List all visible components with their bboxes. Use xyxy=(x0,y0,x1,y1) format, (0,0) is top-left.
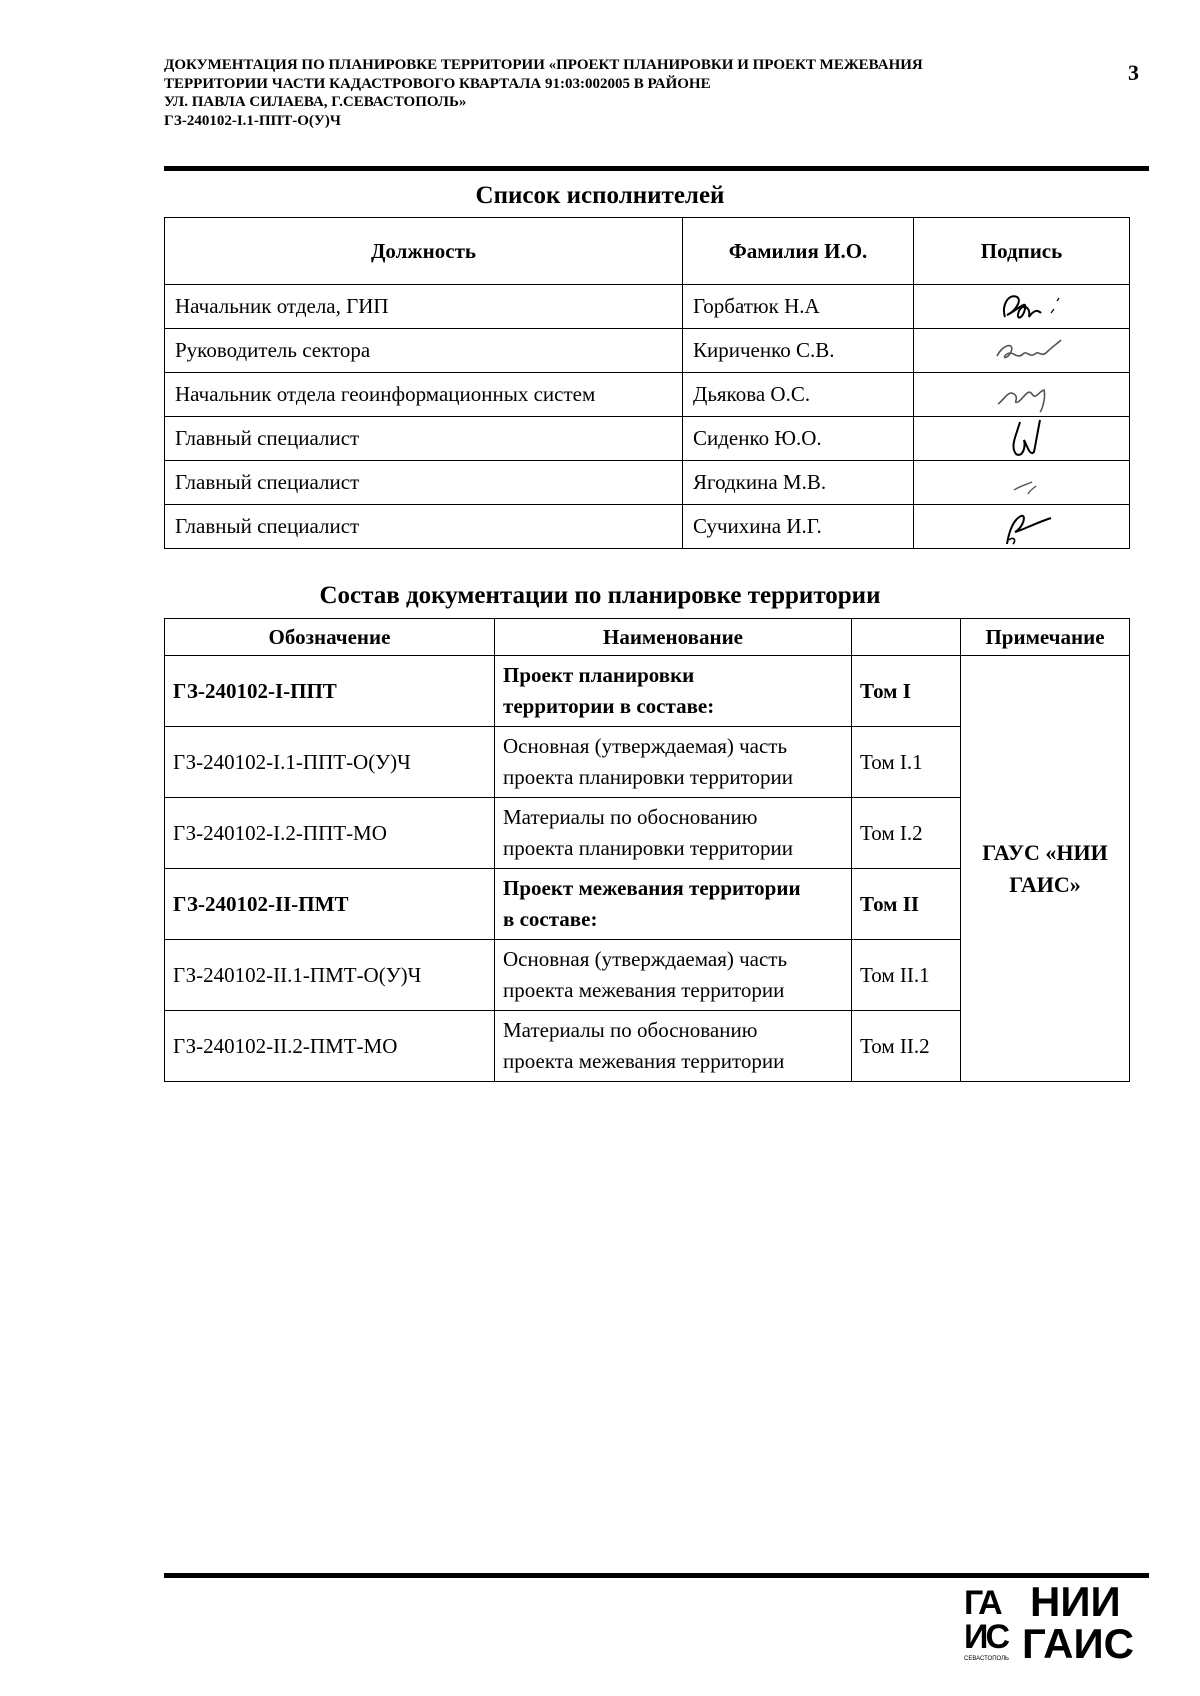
logo-caption: СЕВАСТОПОЛЬ xyxy=(964,1656,1009,1662)
column-header-signature: Подпись xyxy=(914,218,1130,285)
name-cell: Сучихина И.Г. xyxy=(683,505,914,549)
title-line: проекта межевания территории xyxy=(503,978,785,1002)
title-cell xyxy=(495,656,852,727)
signature-cell xyxy=(914,329,1130,373)
position-cell: Руководитель сектора xyxy=(165,329,683,373)
volume-cell: Том II.2 xyxy=(852,1011,961,1082)
header-rule xyxy=(164,166,1149,171)
signature-image xyxy=(967,287,1077,327)
designation-cell: ГЗ-240102-II-ПМТ xyxy=(165,869,495,940)
signature-image xyxy=(962,376,1082,414)
volume-cell: Том II xyxy=(852,869,961,940)
title-line: Основная (утверждаемая) часть xyxy=(503,734,788,758)
signature-image xyxy=(957,332,1087,370)
executors-table xyxy=(164,217,1130,549)
logo-mark-top: ГА xyxy=(964,1584,1000,1622)
volume-cell: Том II.1 xyxy=(852,940,961,1011)
volume-cell: Том I xyxy=(852,656,961,727)
title-cell xyxy=(495,869,852,940)
header-line-3: УЛ. ПАВЛА СИЛАЕВА, Г.СЕВАСТОПОЛЬ» xyxy=(164,94,467,110)
title-line: Проект межевания территории xyxy=(503,876,801,900)
logo-text-bottom: ГАИС xyxy=(1022,1620,1135,1662)
title-line: Проект планировки xyxy=(503,663,695,687)
designation-cell: ГЗ-240102-II.1-ПМТ-О(У)Ч xyxy=(165,940,495,1011)
logo-text-top: НИИ xyxy=(1030,1580,1121,1625)
title-line: в составе: xyxy=(503,907,598,931)
signature-cell xyxy=(914,417,1130,461)
note-cell xyxy=(961,656,1130,1082)
name-cell: Ягодкина М.В. xyxy=(683,461,914,505)
title-line: проекта планировки территории xyxy=(503,765,793,789)
designation-cell: ГЗ-240102-I.1-ППТ-О(У)Ч xyxy=(165,727,495,798)
header-line-2: ТЕРРИТОРИИ ЧАСТИ КАДАСТРОВОГО КВАРТАЛА 91:03:002005 В РАЙОНЕ xyxy=(164,75,711,92)
signature-image xyxy=(972,464,1072,502)
signature-image xyxy=(972,418,1072,460)
title-cell xyxy=(495,1011,852,1082)
column-header-volume xyxy=(852,619,961,656)
nii-gais-logo xyxy=(960,1580,1150,1662)
title-line: Основная (утверждаемая) часть xyxy=(503,947,788,971)
note-line: ГАУС «НИИ xyxy=(982,839,1108,865)
composition-title: Состав документации по планировке территории xyxy=(319,582,881,609)
volume-cell: Том I.2 xyxy=(852,798,961,869)
position-cell: Главный специалист xyxy=(165,417,683,461)
title-cell xyxy=(495,798,852,869)
column-header-title: Наименование xyxy=(495,619,852,656)
signature-cell xyxy=(914,505,1130,549)
title-cell xyxy=(495,727,852,798)
position-cell: Главный специалист xyxy=(165,461,683,505)
designation-cell: ГЗ-240102-I-ППТ xyxy=(165,656,495,727)
table-row xyxy=(165,373,1130,417)
composition-header-row xyxy=(165,619,1130,656)
name-cell: Дьякова О.С. xyxy=(683,373,914,417)
logo-mark-bottom: ИС xyxy=(964,1618,1007,1656)
column-header-designation: Обозначение xyxy=(165,619,495,656)
title-cell xyxy=(495,940,852,1011)
column-header-note: Примечание xyxy=(961,619,1130,656)
designation-cell: ГЗ-240102-II.2-ПМТ-МО xyxy=(165,1011,495,1082)
name-cell: Сиденко Ю.О. xyxy=(683,417,914,461)
title-line: территории в составе: xyxy=(503,694,715,718)
designation-cell: ГЗ-240102-I.2-ППТ-МО xyxy=(165,798,495,869)
executors-header-row xyxy=(165,218,1130,285)
position-cell: Главный специалист xyxy=(165,505,683,549)
header-line-1: ДОКУМЕНТАЦИЯ ПО ПЛАНИРОВКЕ ТЕРРИТОРИИ «ПРОЕКТ ПЛАНИРОВКИ И ПРОЕКТ МЕЖЕВАНИЯ xyxy=(164,57,923,73)
signature-cell xyxy=(914,461,1130,505)
note-line: ГАИС» xyxy=(1009,871,1081,897)
title-line: Материалы по обоснованию xyxy=(503,805,758,829)
name-cell: Кириченко С.В. xyxy=(683,329,914,373)
signature-image xyxy=(967,506,1077,548)
table-row xyxy=(165,417,1130,461)
title-line: проекта межевания территории xyxy=(503,1049,785,1073)
title-line: Материалы по обоснованию xyxy=(503,1018,758,1042)
column-header-name: Фамилия И.О. xyxy=(683,218,914,285)
table-row xyxy=(165,329,1130,373)
header-doc-code: ГЗ-240102-I.1-ППТ-О(У)Ч xyxy=(164,112,341,129)
signature-cell xyxy=(914,285,1130,329)
position-cell: Начальник отдела, ГИП xyxy=(165,285,683,329)
position-cell: Начальник отдела геоинформационных систем xyxy=(165,373,683,417)
table-row xyxy=(165,656,1130,727)
signature-cell xyxy=(914,373,1130,417)
document-header xyxy=(164,56,1104,130)
table-row xyxy=(165,505,1130,549)
footer-rule xyxy=(164,1573,1149,1578)
composition-table xyxy=(164,618,1130,1082)
table-row xyxy=(165,461,1130,505)
title-line: проекта планировки территории xyxy=(503,836,793,860)
page-number: 3 xyxy=(1128,60,1139,85)
volume-cell: Том I.1 xyxy=(852,727,961,798)
column-header-position: Должность xyxy=(165,218,683,285)
name-cell: Горбатюк Н.А xyxy=(683,285,914,329)
executors-title: Список исполнителей xyxy=(475,182,725,209)
table-row xyxy=(165,285,1130,329)
